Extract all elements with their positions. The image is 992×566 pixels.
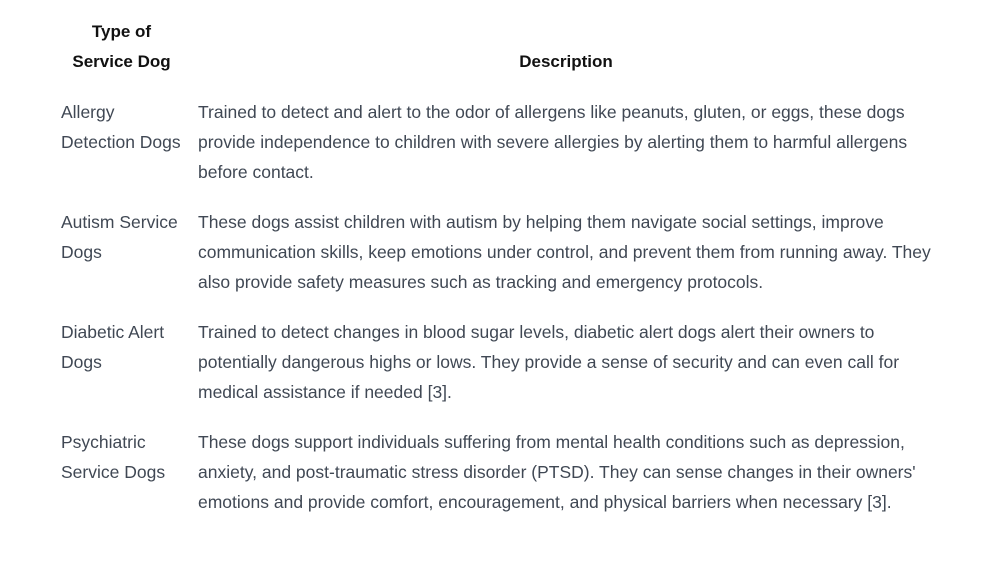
service-dog-table (53, 16, 942, 537)
header-description: Description (519, 52, 613, 71)
dog-type-cell: Allergy Detection Dogs (61, 102, 181, 152)
header-row (53, 16, 942, 97)
dog-type-cell: Autism Service Dogs (61, 212, 178, 262)
description-cell: Trained to detect and alert to the odor of allergens like peanuts, gluten, or eggs, these dogs provide independence to children with severe allergies by alerting them to harmful allergens before contact. (198, 102, 908, 182)
dog-type-cell: Diabetic Alert Dogs (61, 322, 165, 372)
table-row (53, 207, 942, 317)
table-row (53, 427, 942, 537)
dog-type-cell: Psychiatric Service Dogs (61, 432, 166, 482)
description-cell: These dogs support individuals suffering from mental health conditions such as depression, anxiety, and post-traumatic stress disorder (PTSD). They can sense changes in their owners' emotions and provide comfort, encouragement, and physical barriers when necessary [3]. (198, 432, 916, 512)
table-row (53, 97, 942, 207)
description-cell: These dogs assist children with autism by helping them navigate social settings, improve communication skills, keep emotions under control, and prevent them from running away. They also provide safety measures such as tracking and emergency protocols. (198, 212, 931, 292)
description-cell: Trained to detect changes in blood sugar levels, diabetic alert dogs alert their owners to potentially dangerous highs or lows. They provide a sense of security and can even call for medical assistance if needed [3]. (198, 322, 900, 402)
header-type-of-service-dog: Type of Service Dog (72, 22, 171, 71)
table-header (53, 16, 942, 97)
table-row (53, 317, 942, 427)
table-body (53, 97, 942, 537)
